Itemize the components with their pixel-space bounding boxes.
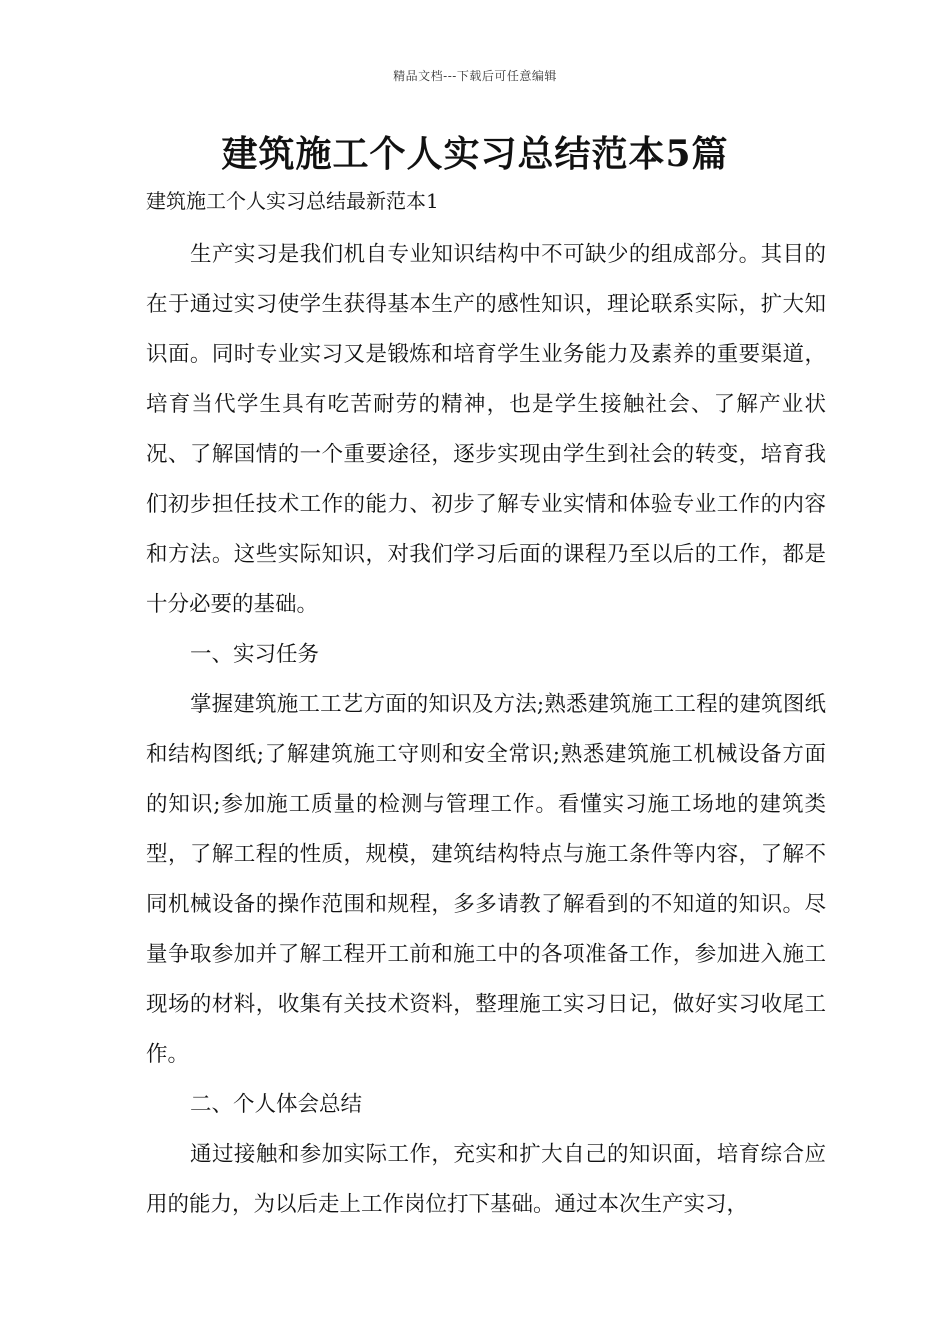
document-body: [146, 184, 826, 1230]
paragraph-tasks: 掌握建筑施工工艺方面的知识及方法;熟悉建筑施工工程的建筑图纸和结构图纸;了解建筑施工守则和安全常识;熟悉建筑施工机械设备方面的知识;参加施工质量的检测与管理工作。看懂实习施工场地的建筑类型，了解工程的性质，规模，建筑结构特点与施工条件等内容，了解不同机械设备的操作范围和规程，多多请教了解看到的不知道的知识。尽量争取参加并了解工程开工前和施工中的各项准备工作，参加进入施工现场的材料，收集有关技术资料，整理施工实习日记，做好实习收尾工作。: [146, 692, 826, 1067]
heading-personal-summary: 二、个人体会总结: [190, 1092, 363, 1117]
paragraph-intro: 生产实习是我们机自专业知识结构中不可缺少的组成部分。其目的在于通过实习使学生获得基本生产的感性知识，理论联系实际，扩大知识面。同时专业实习又是锻炼和培育学生业务能力及素养的重要渠道，培育当代学生具有吃苦耐劳的精神，也是学生接触社会、了解产业状况、了解国情的一个重要途径，逐步实现由学生到社会的转变，培育我们初步担任技术工作的能力、初步了解专业实情和体验专业工作的内容和方法。这些实际知识，对我们学习后面的课程乃至以后的工作，都是十分必要的基础。: [146, 242, 826, 617]
section-subtitle: 建筑施工个人实习总结最新范本1: [146, 189, 439, 213]
heading-internship-tasks: 一、实习任务: [190, 642, 320, 667]
document-title: 建筑施工个人实习总结范本5篇: [221, 133, 729, 175]
paragraph-summary: 通过接触和参加实际工作，充实和扩大自己的知识面，培育综合应用的能力，为以后走上工作岗位打下基础。通过本次生产实习，: [146, 1142, 826, 1217]
header-note: 精品文档---下载后可任意编辑: [393, 69, 557, 83]
